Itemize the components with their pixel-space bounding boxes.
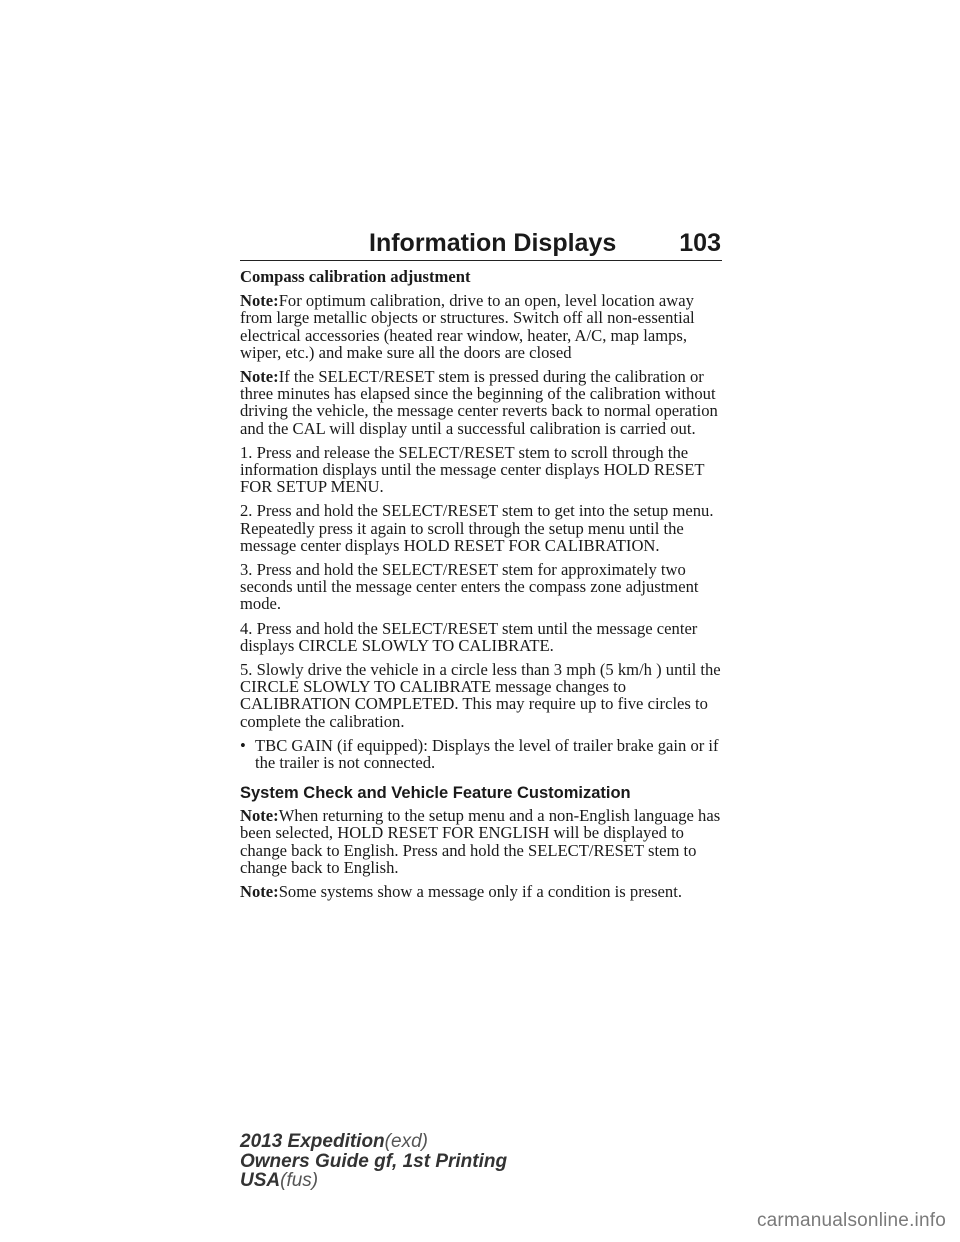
footer-market: USA xyxy=(240,1170,281,1191)
watermark-text: carmanualsonline.info xyxy=(756,1210,946,1231)
page-number: 103 xyxy=(679,229,721,257)
note-label: Note: xyxy=(240,291,279,311)
step-paragraph: 4. Press and hold the SELECT/RESET stem until the message center displays CIRCLE SLOWLY TO CALIBRATE. xyxy=(240,618,698,655)
page-header xyxy=(369,228,721,264)
section-title: Information Displays xyxy=(369,229,617,257)
step-paragraph: 1. Press and release the SELECT/RESET stem to scroll through the information displays until the message center displays HOLD RESET FOR SETUP MENU. xyxy=(240,442,705,497)
note-label: Note: xyxy=(240,367,279,387)
header-divider xyxy=(240,260,722,261)
bullet-text: TBC GAIN (if equipped): Displays the level of trailer brake gain or if the trailer is not connected. xyxy=(255,735,719,773)
note-text: For optimum calibration, drive to an open, level location away from large metallic objects or structures. Switch off all non-essential electrical accessories (heated rear window, heater, A/C, map lamps, wiper, etc.) and make sure all the doors are closed xyxy=(240,291,695,362)
footer-market-code: (fus) xyxy=(280,1170,319,1191)
page-content xyxy=(240,268,722,907)
page-footer xyxy=(240,1132,507,1191)
footer-market-line xyxy=(240,1171,507,1191)
step-paragraph: 3. Press and hold the SELECT/RESET stem for approximately two seconds until the message center enters the compass zone adjustment mode. xyxy=(240,560,699,614)
note-paragraph xyxy=(240,292,722,361)
note-paragraph xyxy=(240,368,722,437)
footer-guide-line xyxy=(240,1152,507,1172)
step-paragraph: 5. Slowly drive the vehicle in a circle less than 3 mph (5 km/h ) until the CIRCLE SLOWLY TO CALIBRATE message changes to CALIBRATION COMPLETED. This may require up to five circles to complete the calibration. xyxy=(240,660,721,731)
footer-model-code: (exd) xyxy=(384,1131,428,1152)
note-label: Note: xyxy=(240,806,279,826)
note-paragraph xyxy=(240,807,722,876)
note-text: When returning to the setup menu and a non-English language has been selected, HOLD RESET FOR ENGLISH will be displayed to change back to English. Press and hold the SELECT/RESET stem to change back to English. xyxy=(240,806,721,877)
footer-guide: Owners Guide gf, 1st Printing xyxy=(240,1150,508,1172)
note-text: If the SELECT/RESET stem is pressed during the calibration or three minutes has elapsed since the beginning of the calibration without driving the vehicle, the message center reverts back to normal operation and the CAL will display until a successful calibration is carried out. xyxy=(240,367,718,438)
footer-model: 2013 Expedition xyxy=(240,1131,385,1152)
footer-model-line xyxy=(240,1132,507,1152)
section-heading: System Check and Vehicle Feature Customization xyxy=(240,784,631,803)
step-paragraph: 2. Press and hold the SELECT/RESET stem to get into the setup menu. Repeatedly press it again to scroll through the setup menu until the message center displays HOLD RESET FOR CALIBRATION. xyxy=(240,501,714,555)
note-paragraph xyxy=(240,883,722,900)
note-text: Some systems show a message only if a condition is present. xyxy=(278,882,682,902)
bullet-item xyxy=(240,737,722,771)
bullet-icon: • xyxy=(240,735,246,755)
note-label: Note: xyxy=(240,882,279,902)
subheading: Compass calibration adjustment xyxy=(240,267,471,286)
